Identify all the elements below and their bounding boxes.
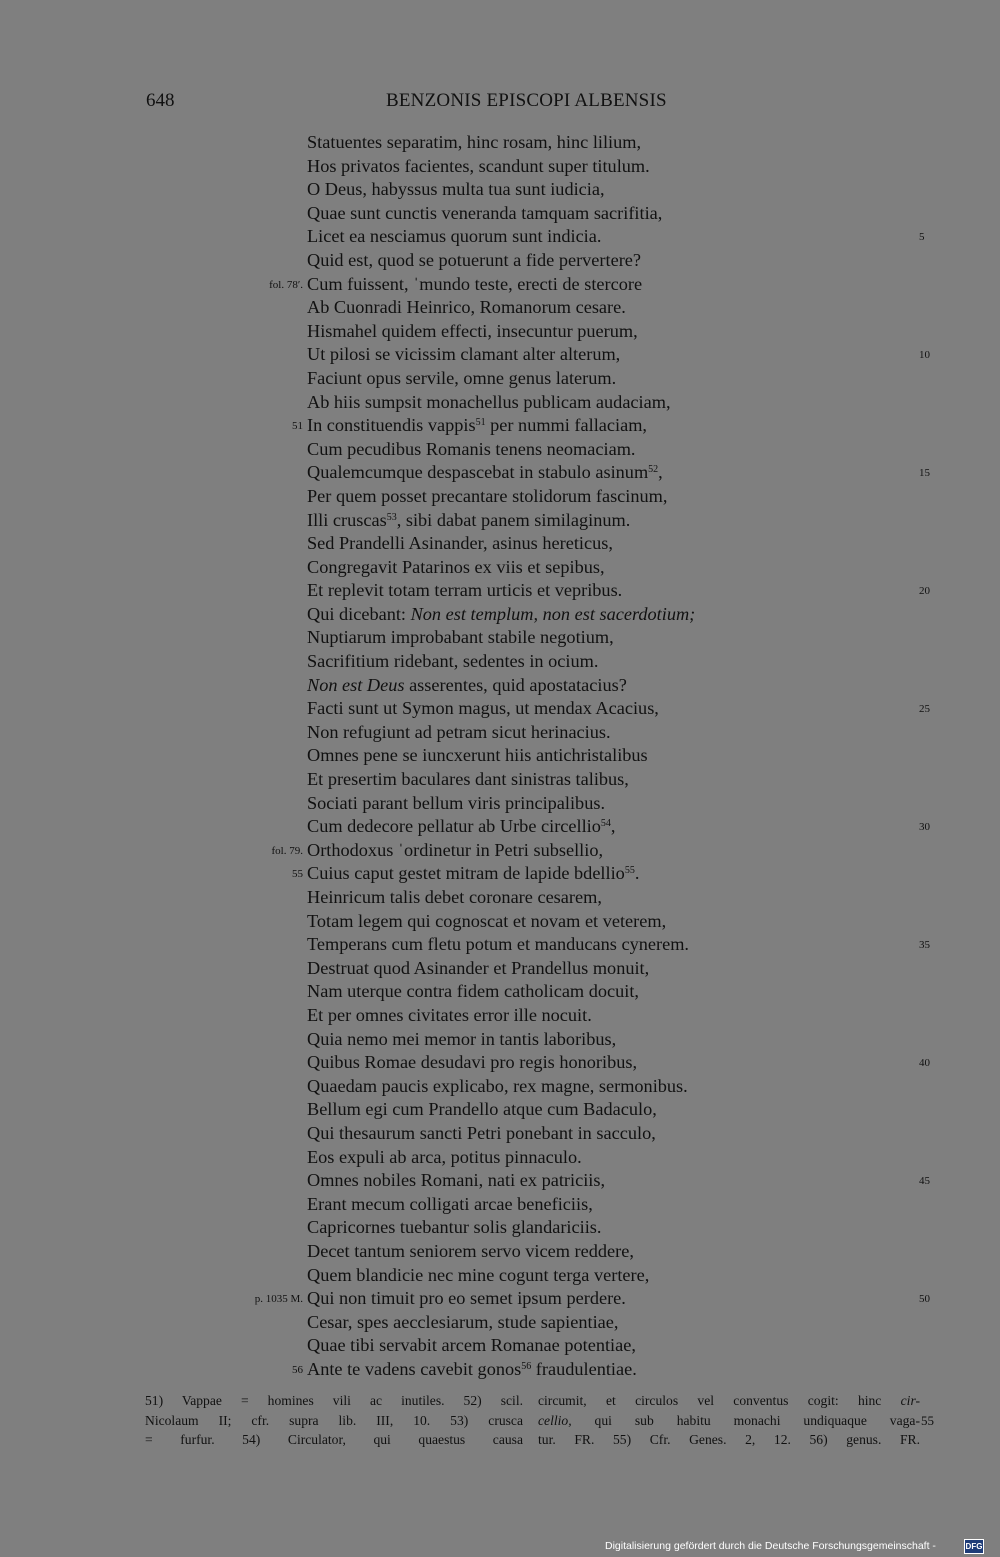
text-run: Hos privatos facientes, scandunt super titulum. xyxy=(307,155,650,176)
verse-line xyxy=(307,1240,777,1264)
line-number: 15 xyxy=(919,467,930,480)
footnote-reference: 55 xyxy=(624,865,635,877)
text-run: Qui non timuit pro eo semet ipsum perdere. xyxy=(307,1288,626,1309)
text-run: qui sub habitu monachi undiquaque vaga- xyxy=(571,1412,920,1428)
text-run: Ante te vadens cavebit gonos xyxy=(307,1358,522,1379)
text-run: Qui dicebant: xyxy=(307,603,411,624)
verse-line xyxy=(307,1122,777,1146)
footnote-line: 51) Vappae = homines vili ac inutiles. 52) scil. xyxy=(145,1393,523,1408)
text-run: Quem blandicie nec mine cogunt terga vertere, xyxy=(307,1264,650,1285)
line-number: 30 xyxy=(919,821,930,834)
text-run: Per quem posset precantare stolidorum fascinum, xyxy=(307,485,668,506)
margin-note: 55 xyxy=(292,868,303,881)
footnote-line: = furfur. 54) Circulator, qui quaestus causa xyxy=(145,1432,523,1447)
text-run: . xyxy=(634,863,640,884)
text-run: Illi cruscas xyxy=(307,509,387,530)
text-run: Hismahel quidem effecti, insecuntur puerum, xyxy=(307,320,638,341)
verse-line xyxy=(307,1075,777,1099)
text-run: Quia nemo mei memor in tantis laboribus, xyxy=(307,1028,617,1049)
text-run: Et per omnes civitates error ille nocuit. xyxy=(307,1004,592,1025)
text-run: Orthodoxus ˈordinetur in Petri subsellio, xyxy=(307,839,604,860)
margin-note: p. 1035 M. xyxy=(254,1293,303,1306)
footnote-line xyxy=(538,1391,920,1411)
verse-line xyxy=(307,249,777,273)
text-run: Sociati parant bellum viris principalibus. xyxy=(307,792,606,813)
italic-text: Non est Deus xyxy=(307,674,405,695)
verse-line xyxy=(307,603,777,627)
text-run: cellio, xyxy=(538,1412,572,1428)
text-run: Et presertim baculares dant sinistras talibus, xyxy=(307,769,629,790)
verse-line xyxy=(307,1334,777,1358)
verse-line xyxy=(307,721,777,745)
footnote-line-number: 55 xyxy=(921,1412,934,1428)
verse-line xyxy=(307,792,777,816)
footnotes-left-column xyxy=(145,1391,523,1450)
verse-line xyxy=(307,626,777,650)
text-run: Quaedam paucis explicabo, rex magne, sermonibus. xyxy=(307,1075,688,1096)
verse-line xyxy=(307,367,777,391)
verse-line xyxy=(307,957,777,981)
footnote-reference: 54 xyxy=(600,818,611,830)
text-run: Nuptiarum improbabant stabile negotium, xyxy=(307,627,614,648)
verse-line xyxy=(307,461,930,485)
text-run: Faciunt opus servile, omne genus laterum. xyxy=(307,367,617,388)
verse-line xyxy=(307,1146,777,1170)
verse-line xyxy=(307,768,777,792)
margin-note: fol. 78′. xyxy=(269,278,303,291)
funding-text: Digitalisierung gefördert durch die Deutsche Forschungsgemeinschaft - xyxy=(605,1540,936,1552)
line-number: 45 xyxy=(919,1175,930,1188)
text-run: Omnes nobiles Romani, nati ex patriciis, xyxy=(307,1170,606,1191)
text-run: Destruat quod Asinander et Prandellus monuit, xyxy=(307,957,650,978)
text-run: Licet ea nesciamus quorum sunt indicia. xyxy=(307,226,602,247)
page-number: 648 xyxy=(146,90,175,111)
margin-note: 56 xyxy=(292,1363,303,1376)
verse-line xyxy=(307,296,777,320)
verse-line xyxy=(307,1264,777,1288)
verse-line xyxy=(307,650,777,674)
verse-line xyxy=(269,273,777,297)
text-run: per nummi fallaciam, xyxy=(485,415,648,436)
verse-line xyxy=(307,886,777,910)
footnote-line xyxy=(538,1411,920,1431)
text-run: Erant mecum colligati arcae beneficiis, xyxy=(307,1193,593,1214)
text-run: Decet tantum seniorem servo vicem reddere, xyxy=(307,1240,634,1261)
verse-line xyxy=(292,862,777,886)
footnote-reference: 51 xyxy=(475,417,486,429)
verse-line xyxy=(307,1169,930,1193)
verse-line xyxy=(292,414,777,438)
text-run: Nam uterque contra fidem catholicam docuit, xyxy=(307,981,639,1002)
text-run: fraudulentiae. xyxy=(531,1358,637,1379)
line-number: 35 xyxy=(919,939,930,952)
verse-line xyxy=(307,155,777,179)
footnote-line xyxy=(538,1430,920,1450)
footnote-reference: 56 xyxy=(521,1360,532,1372)
text-run: Quibus Romae desudavi pro regis honoribus, xyxy=(307,1052,638,1073)
text-run: cir- xyxy=(900,1393,920,1408)
line-number: 5 xyxy=(919,231,925,244)
text-run: asserentes, quid apostatacius? xyxy=(404,674,627,695)
verse-line xyxy=(307,202,777,226)
text-run: Congregavit Patarinos ex viis et sepibus, xyxy=(307,556,605,577)
verse-line xyxy=(307,1051,930,1075)
text-run: Sacrifitium ridebant, sedentes in ocium. xyxy=(307,651,599,672)
footnote-reference: 53 xyxy=(386,511,397,523)
text-run: Temperans cum fletu potum et manducans cynerem. xyxy=(307,934,689,955)
verse-line xyxy=(307,579,930,603)
italic-text: Non est templum, non est sacerdotium; xyxy=(410,603,696,624)
text-run: Ut pilosi se vicissim clamant alter alterum, xyxy=(307,344,621,365)
text-run: , xyxy=(658,462,663,483)
text-run: Eos expuli ab arca, potitus pinnaculo. xyxy=(307,1146,582,1167)
verse-line xyxy=(307,438,777,462)
line-number: 50 xyxy=(919,1293,930,1306)
verse-line xyxy=(307,744,777,768)
verse-line xyxy=(307,1311,777,1335)
text-run: circumit, et circulos vel conventus cogit: hinc xyxy=(538,1393,901,1408)
margin-note: 51 xyxy=(292,420,303,433)
text-run: Capricornes tuebantur solis glandariciis. xyxy=(307,1217,602,1238)
text-run: Et replevit totam terram urticis et vepribus. xyxy=(307,580,623,601)
line-number: 10 xyxy=(919,349,930,362)
text-run: Omnes pene se iuncxerunt hiis antichristalibus xyxy=(307,745,648,766)
text-run: tur. FR. 55) Cfr. Genes. 2, 12. 56) genus. FR. xyxy=(538,1432,920,1447)
text-run: , sibi dabat panem similaginum. xyxy=(396,509,631,530)
text-run: Cum fuissent, ˈmundo teste, erecti de stercore xyxy=(307,273,643,294)
verse-line xyxy=(307,485,777,509)
text-run: Quid est, quod se potuerunt a fide pervertere? xyxy=(307,249,642,270)
verse-line xyxy=(307,1004,777,1028)
line-number: 20 xyxy=(919,585,930,598)
margin-note: fol. 79. xyxy=(271,844,303,857)
text-run: Ab Cuonradi Heinrico, Romanorum cesare. xyxy=(307,297,626,318)
text-run: , xyxy=(610,816,616,837)
verse-line xyxy=(307,697,930,721)
verse-line xyxy=(307,910,777,934)
verse-line xyxy=(307,131,777,155)
verse-line xyxy=(307,1193,777,1217)
text-run: Non refugiunt ad petram sicut herinacius. xyxy=(307,721,611,742)
verse-text xyxy=(254,131,930,1381)
text-run: Heinricum talis debet coronare cesarem, xyxy=(307,887,602,907)
text-run: Cesar, spes aecclesiarum, stude sapientiae, xyxy=(307,1311,619,1332)
text-run: O Deus, habyssus multa tua sunt iudicia, xyxy=(307,179,605,200)
verse-line xyxy=(292,1358,777,1382)
footnote-line: Nicolaum II; cfr. supra lib. III, 10. 53) crusca xyxy=(145,1412,523,1428)
verse-line xyxy=(307,225,925,249)
text-run: Bellum egi cum Prandello atque cum Badaculo, xyxy=(307,1099,657,1120)
text-run: Ab hiis sumpsit monachellus publicam audaciam, xyxy=(307,391,671,412)
text-run: Quae tibi servabit arcem Romanae potentiae, xyxy=(307,1335,636,1356)
verse-line xyxy=(307,1098,777,1122)
verse-line xyxy=(307,980,777,1004)
verse-line xyxy=(307,1216,777,1240)
verse-line xyxy=(307,343,930,367)
text-run: Qui thesaurum sancti Petri ponebant in sacculo, xyxy=(307,1122,656,1143)
verse-line xyxy=(254,1287,930,1311)
verse-line xyxy=(307,556,777,580)
verse-line xyxy=(307,509,777,533)
verse-line xyxy=(307,391,777,415)
text-run: Qualemcumque despascebat in stabulo asinum xyxy=(307,462,649,483)
footnotes-right-column xyxy=(538,1391,920,1450)
text-run: Cum dedecore pellatur ab Urbe circellio xyxy=(307,816,601,837)
text-run: Quae sunt cunctis veneranda tamquam sacrifitia, xyxy=(307,202,663,223)
line-number: 40 xyxy=(919,1057,930,1070)
line-number: 25 xyxy=(919,703,930,716)
verse-line xyxy=(307,320,777,344)
text-run: Statuentes separatim, hinc rosam, hinc lilium, xyxy=(307,132,642,152)
verse-line xyxy=(307,532,777,556)
text-run: Cum pecudibus Romanis tenens neomaciam. xyxy=(307,438,636,459)
running-head: BENZONIS EPISCOPI ALBENSIS xyxy=(386,90,667,111)
text-run: Cuius caput gestet mitram de lapide bdellio xyxy=(307,863,625,884)
verse-line xyxy=(307,1028,777,1052)
text-run: Totam legem qui cognoscat et novam et veterem, xyxy=(307,910,667,931)
text-run: Sed Prandelli Asinander, asinus hereticus, xyxy=(307,533,613,554)
verse-line xyxy=(307,178,777,202)
verse-line xyxy=(307,933,930,957)
dfg-logo: DFG xyxy=(964,1539,984,1554)
footnote-reference: 52 xyxy=(648,464,659,476)
digitization-credit xyxy=(605,1538,985,1555)
verse-line xyxy=(307,815,930,839)
verse-line xyxy=(271,839,777,863)
text-run: Facti sunt ut Symon magus, ut mendax Acacius, xyxy=(307,698,659,719)
verse-line xyxy=(307,674,777,698)
text-run: In constituendis vappis xyxy=(307,415,476,436)
